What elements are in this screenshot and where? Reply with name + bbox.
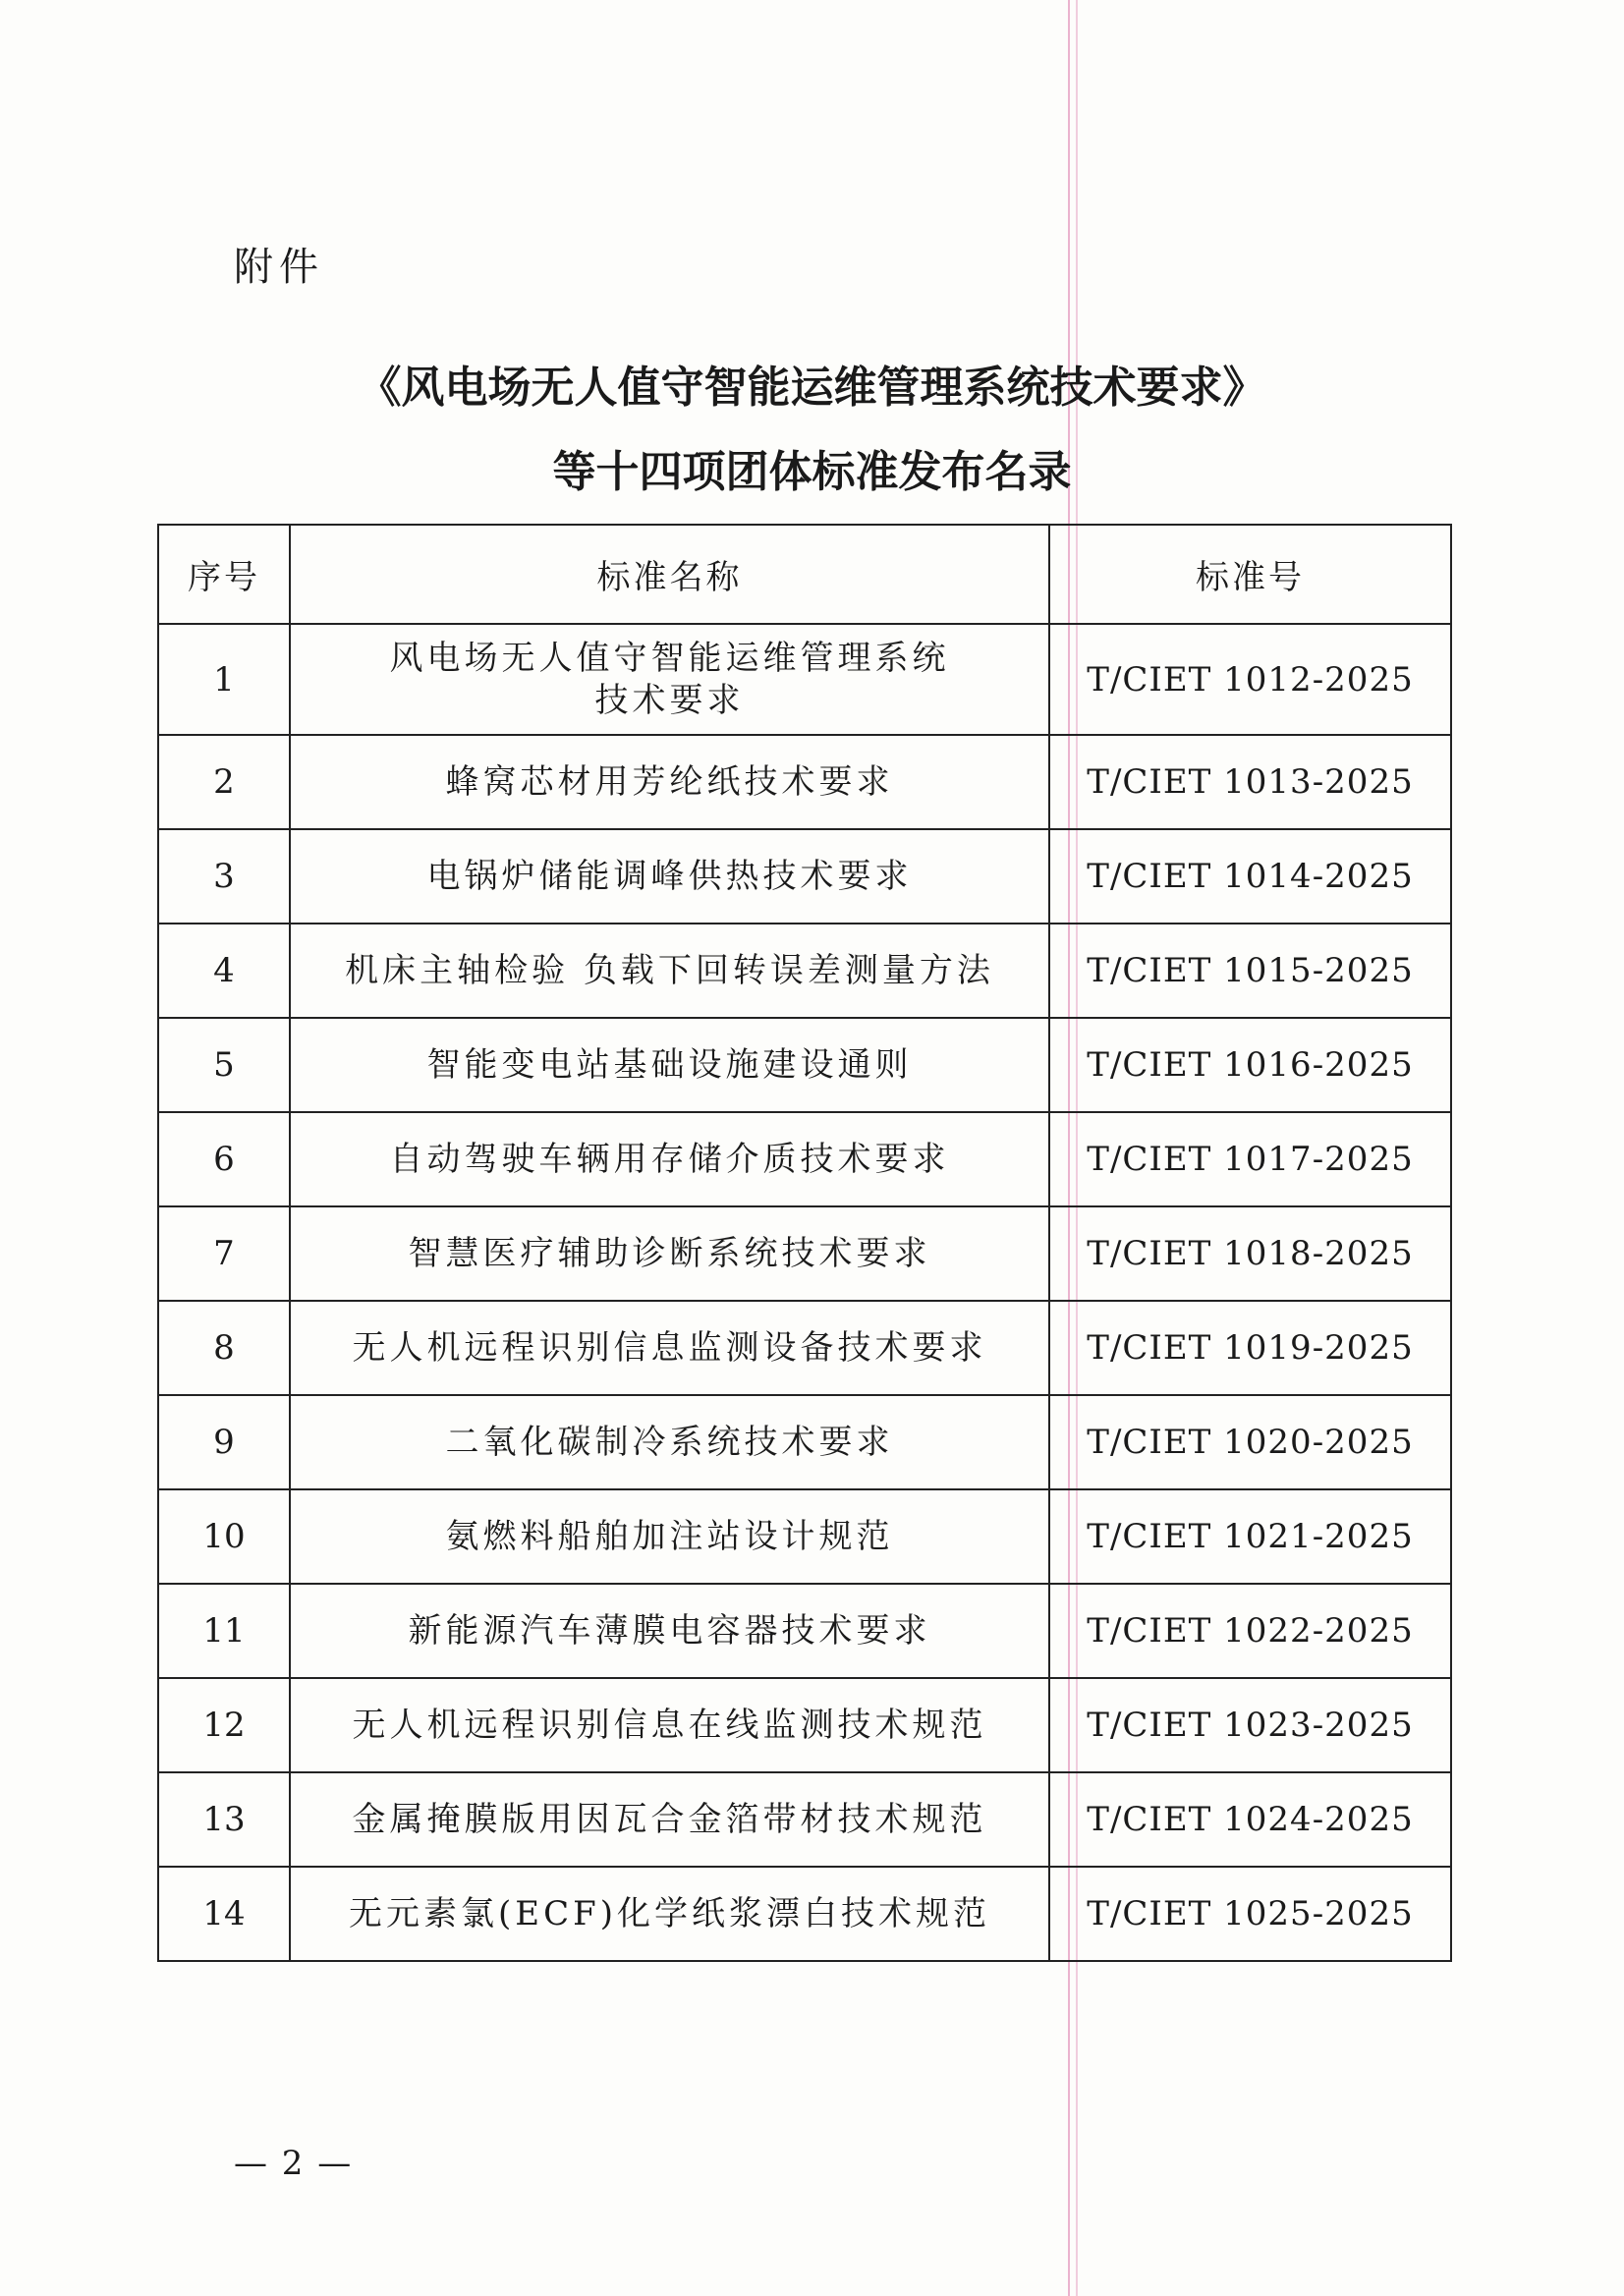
- row-number: 11: [158, 1584, 290, 1678]
- row-number: 12: [158, 1678, 290, 1772]
- standard-code: T/CIET 1018-2025: [1049, 1206, 1451, 1301]
- header-code: 标准号: [1049, 525, 1451, 624]
- table-body: [158, 624, 1451, 1961]
- header-no: 序号: [158, 525, 290, 624]
- standard-code: T/CIET 1024-2025: [1049, 1772, 1451, 1867]
- standard-code: T/CIET 1023-2025: [1049, 1678, 1451, 1772]
- standard-code: T/CIET 1020-2025: [1049, 1395, 1451, 1489]
- standard-name: 风电场无人值守智能运维管理系统 技术要求: [290, 624, 1049, 735]
- standard-name: 蜂窝芯材用芳纶纸技术要求: [290, 735, 1049, 829]
- standard-code: T/CIET 1017-2025: [1049, 1112, 1451, 1206]
- standard-code: T/CIET 1013-2025: [1049, 735, 1451, 829]
- table-row: [158, 1489, 1451, 1584]
- standards-table: [157, 524, 1452, 1962]
- standard-name: 无人机远程识别信息在线监测技术规范: [290, 1678, 1049, 1772]
- table-row: [158, 1395, 1451, 1489]
- standard-name: 无元素氯(ECF)化学纸浆漂白技术规范: [290, 1867, 1049, 1961]
- standard-name: 无人机远程识别信息监测设备技术要求: [290, 1301, 1049, 1395]
- row-number: 3: [158, 829, 290, 924]
- table-row: [158, 1678, 1451, 1772]
- standard-name: 金属掩膜版用因瓦合金箔带材技术规范: [290, 1772, 1049, 1867]
- standard-code: T/CIET 1021-2025: [1049, 1489, 1451, 1584]
- standard-name: 氨燃料船舶加注站设计规范: [290, 1489, 1049, 1584]
- standard-name: 智慧医疗辅助诊断系统技术要求: [290, 1206, 1049, 1301]
- standard-code: T/CIET 1025-2025: [1049, 1867, 1451, 1961]
- table-row: [158, 1112, 1451, 1206]
- table-header-row: [158, 525, 1451, 624]
- row-number: 14: [158, 1867, 290, 1961]
- standard-name: 二氧化碳制冷系统技术要求: [290, 1395, 1049, 1489]
- row-number: 10: [158, 1489, 290, 1584]
- header-name: 标准名称: [290, 525, 1049, 624]
- row-number: 4: [158, 924, 290, 1018]
- row-number: 7: [158, 1206, 290, 1301]
- table-row: [158, 1867, 1451, 1961]
- document-subtitle: 等十四项团体标准发布名录: [552, 447, 1072, 497]
- page-number: — 2 —: [234, 2144, 354, 2183]
- table-row: [158, 1301, 1451, 1395]
- table-row: [158, 1772, 1451, 1867]
- row-number: 2: [158, 735, 290, 829]
- row-number: 6: [158, 1112, 290, 1206]
- table-row: [158, 1018, 1451, 1112]
- table-row: [158, 735, 1451, 829]
- table-row: [158, 1206, 1451, 1301]
- standard-code: T/CIET 1014-2025: [1049, 829, 1451, 924]
- table-row: [158, 829, 1451, 924]
- attachment-label: 附件: [234, 245, 324, 290]
- standard-code: T/CIET 1019-2025: [1049, 1301, 1451, 1395]
- standard-code: T/CIET 1022-2025: [1049, 1584, 1451, 1678]
- standard-name: 自动驾驶车辆用存储介质技术要求: [290, 1112, 1049, 1206]
- standard-name: 电锅炉储能调峰供热技术要求: [290, 829, 1049, 924]
- standard-name: 机床主轴检验 负载下回转误差测量方法: [290, 924, 1049, 1018]
- table-row: [158, 1584, 1451, 1678]
- row-number: 9: [158, 1395, 290, 1489]
- row-number: 8: [158, 1301, 290, 1395]
- standard-code: T/CIET 1015-2025: [1049, 924, 1451, 1018]
- standard-code: T/CIET 1012-2025: [1049, 624, 1451, 735]
- document-title: 《风电场无人值守智能运维管理系统技术要求》: [358, 363, 1266, 413]
- standard-name: 智能变电站基础设施建设通则: [290, 1018, 1049, 1112]
- standard-name: 新能源汽车薄膜电容器技术要求: [290, 1584, 1049, 1678]
- row-number: 13: [158, 1772, 290, 1867]
- table-row: [158, 624, 1451, 735]
- table-row: [158, 924, 1451, 1018]
- standard-code: T/CIET 1016-2025: [1049, 1018, 1451, 1112]
- row-number: 5: [158, 1018, 290, 1112]
- row-number: 1: [158, 624, 290, 735]
